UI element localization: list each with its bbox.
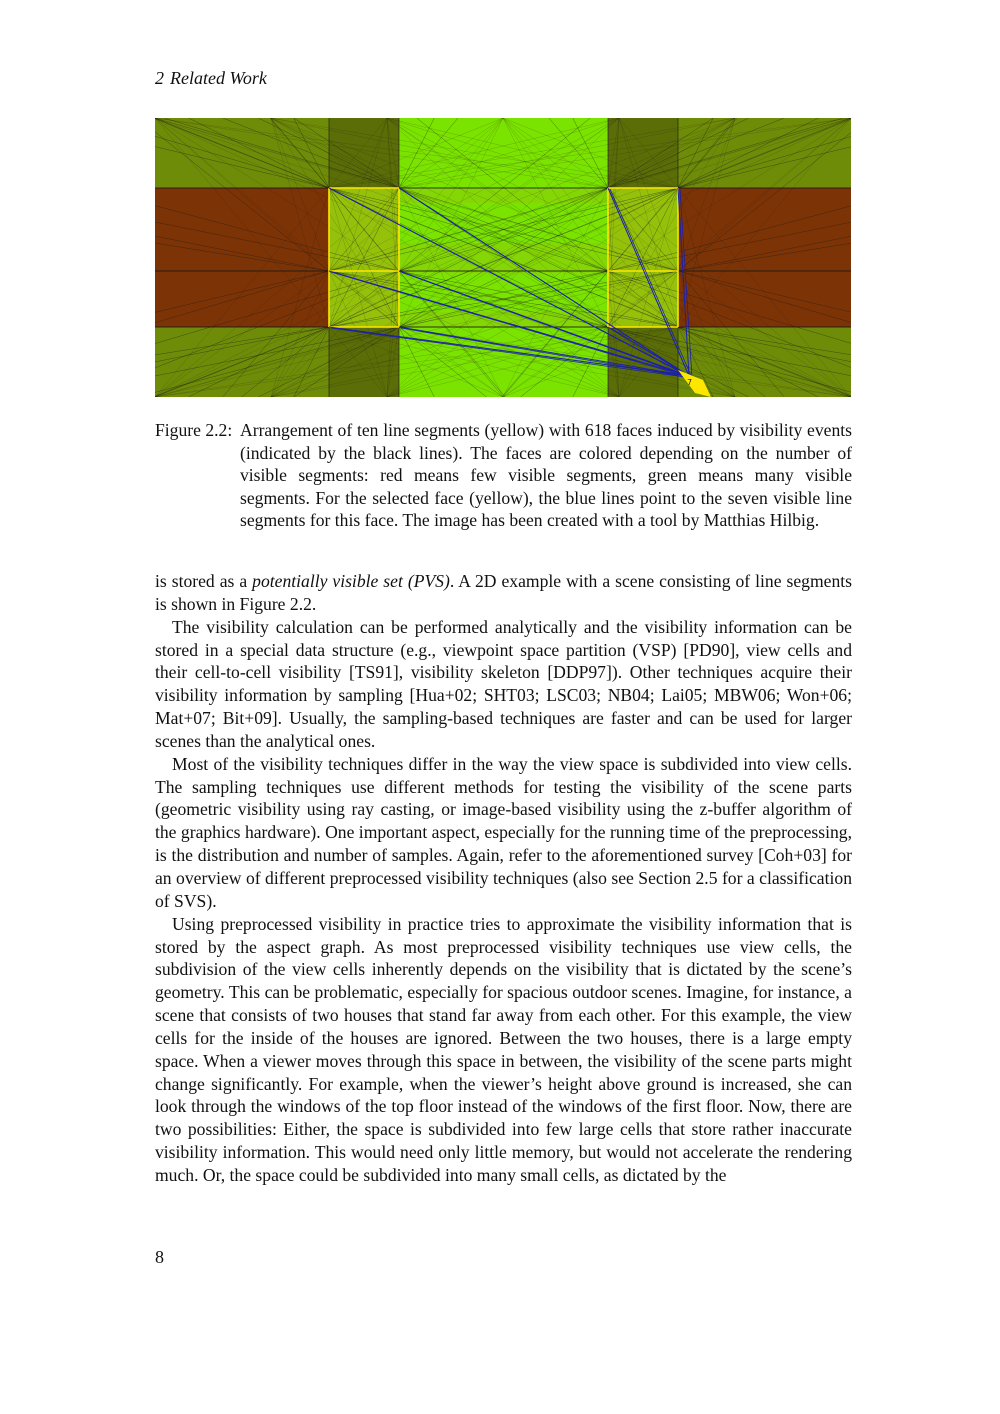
- running-head-section-title: Related Work: [170, 68, 267, 88]
- caption-label: Figure 2.2:: [155, 420, 233, 440]
- page-number: 8: [155, 1247, 164, 1267]
- running-head-section-number: 2: [155, 68, 164, 88]
- body-text: [155, 570, 852, 1187]
- selected-face-label: 7: [687, 378, 693, 387]
- visibility-arrangement-diagram: [155, 118, 851, 397]
- region-center-band: [399, 312, 608, 327]
- paragraph-4: Using preprocessed visibility in practice tries to approximate the visibility information that is stored by the aspect graph. As most preprocessed visibility techniques use view cells, the subdivision of the view cells inherently depends on the visibility that is dictated by the scene’s geometry. This can be problematic, especially for spacious outdoor scenes. Imagine, for instance, a scene that consists of two houses that stand far away from each other. For this example, the view cells for the inside of the houses are ignored. Between the two houses, there is a large empty space. When a viewer moves through this space in between, the visibility of the scene parts might change significantly. For example, when the viewer’s height above ground is increased, she can look through the windows of the top floor instead of the windows of the first floor. Now, there are two possibilities: Either, the space is subdivided into few large cells that store rather inaccurate visibility information. This would need only little memory, but would not accelerate the rendering much. Or, the space could be subdivided into many small cells, as dictated by the: [155, 913, 852, 1185]
- paragraph-1-end: . A 2D example with a scene consisting of line segments is shown in Figure 2.2.: [155, 571, 852, 614]
- paragraph-1: [155, 570, 852, 616]
- paragraph-2: The visibility calculation can be performed analytically and the visibility information can be stored in a special data structure (e.g., viewpoint space partition (VSP) [PD90], view cells and their cell-to-cell visibility [TS91], visibility skeleton [DDP97]). Other techniques acquire their visibility information by sampling [Hua+02; SHT03; LSC03; NB04; Lai05; MBW06; Won+06; Mat+07; Bit+09]. Usually, the sampling-based techniques are faster and can be used for larger scenes than the analytical ones.: [155, 616, 852, 751]
- term-pvs: potentially visible set (PVS): [252, 571, 450, 591]
- paragraph-3: Most of the visibility techniques differ in the way the view space is subdivided into view cells. The sampling techniques use different methods for testing the visibility of the scene parts (geometric visibility using ray casting, or image-based visibility using the z-buffer algorithm of the graphics hardware). One important aspect, especially for the running time of the preprocessing, is the distribution and number of samples. Again, refer to the aforementioned survey [Coh+03] for an overview of different preprocessed visibility techniques (also see Section 2.5 for a classification of SVS).: [155, 753, 852, 911]
- caption-text: Arrangement of ten line segments (yellow) with 618 faces induced by visibility events (indicated by the black lines). The faces are colored depending on the number of visible segments: red means few visible segments, green means many visible segments. For the selected face (yellow), the blue lines point to the seven visible line segments for this face. The image has been created with a tool by Matthias Hilbig.: [240, 420, 852, 531]
- figure-caption: [155, 419, 852, 532]
- figure-visibility-arrangement: [155, 118, 851, 397]
- paragraph-1-start: is stored as a: [155, 571, 253, 591]
- running-head: [155, 66, 267, 90]
